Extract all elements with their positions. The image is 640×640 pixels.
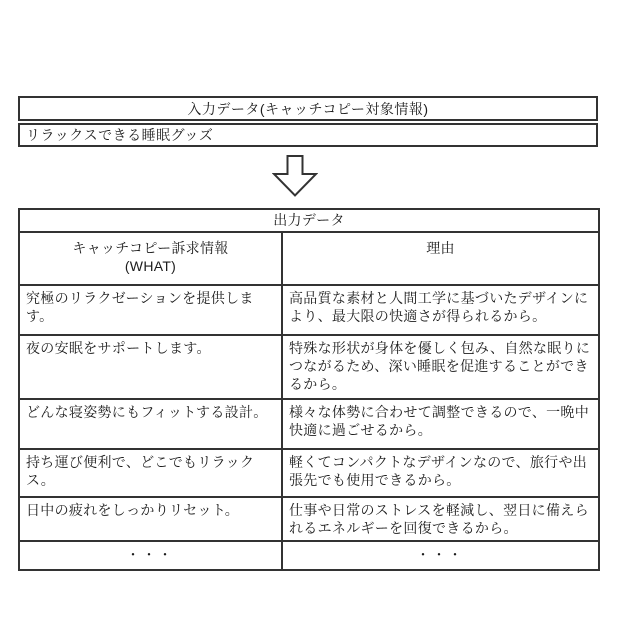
- input-data-title: 入力データ(キャッチコピー対象情報): [18, 96, 598, 121]
- what-cell: 日中の疲れをしっかりリセット。: [19, 497, 282, 541]
- table-row: [19, 449, 599, 497]
- column-header-what-line1: キャッチコピー訴求情報: [72, 240, 229, 256]
- reason-cell: 軽くてコンパクトなデザインなので、旅行や出張先でも使用できるから。: [282, 449, 599, 497]
- reason-cell: 特殊な形状が身体を優しく包み、自然な眠りにつながるため、深い睡眠を促進することができるから。: [282, 335, 599, 399]
- what-cell: 持ち運び便利で、どこでもリラックス。: [19, 449, 282, 497]
- column-header-reason: 理由: [282, 232, 599, 285]
- output-table-header-row: [19, 232, 599, 285]
- down-block-arrow-icon: [272, 155, 318, 197]
- table-row: [19, 497, 599, 541]
- column-header-what-line2: (WHAT): [124, 258, 177, 275]
- what-cell: どんな寝姿勢にもフィットする設計。: [19, 399, 282, 449]
- output-table-title: 出力データ: [19, 209, 599, 232]
- table-row: [19, 399, 599, 449]
- what-cell: 究極のリラクゼーションを提供します。: [19, 285, 282, 335]
- input-data-value: リラックスできる睡眠グッズ: [18, 123, 598, 147]
- reason-cell-ellipsis: ・・・: [282, 541, 599, 570]
- output-table-title-row: [19, 209, 599, 232]
- table-row: [19, 335, 599, 399]
- reason-cell: 様々な体勢に合わせて調整できるので、一晩中快適に過ごせるから。: [282, 399, 599, 449]
- what-cell: 夜の安眠をサポートします。: [19, 335, 282, 399]
- column-header-what: [19, 232, 282, 285]
- reason-cell: 仕事や日常のストレスを軽減し、翌日に備えられるエネルギーを回復できるから。: [282, 497, 599, 541]
- input-data-box: [18, 96, 598, 147]
- reason-cell: 高品質な素材と人間工学に基づいたデザインにより、最大限の快適さが得られるから。: [282, 285, 599, 335]
- what-cell-ellipsis: ・・・: [19, 541, 282, 570]
- table-row: [19, 285, 599, 335]
- output-data-table: [18, 208, 600, 571]
- table-row-ellipsis: [19, 541, 599, 570]
